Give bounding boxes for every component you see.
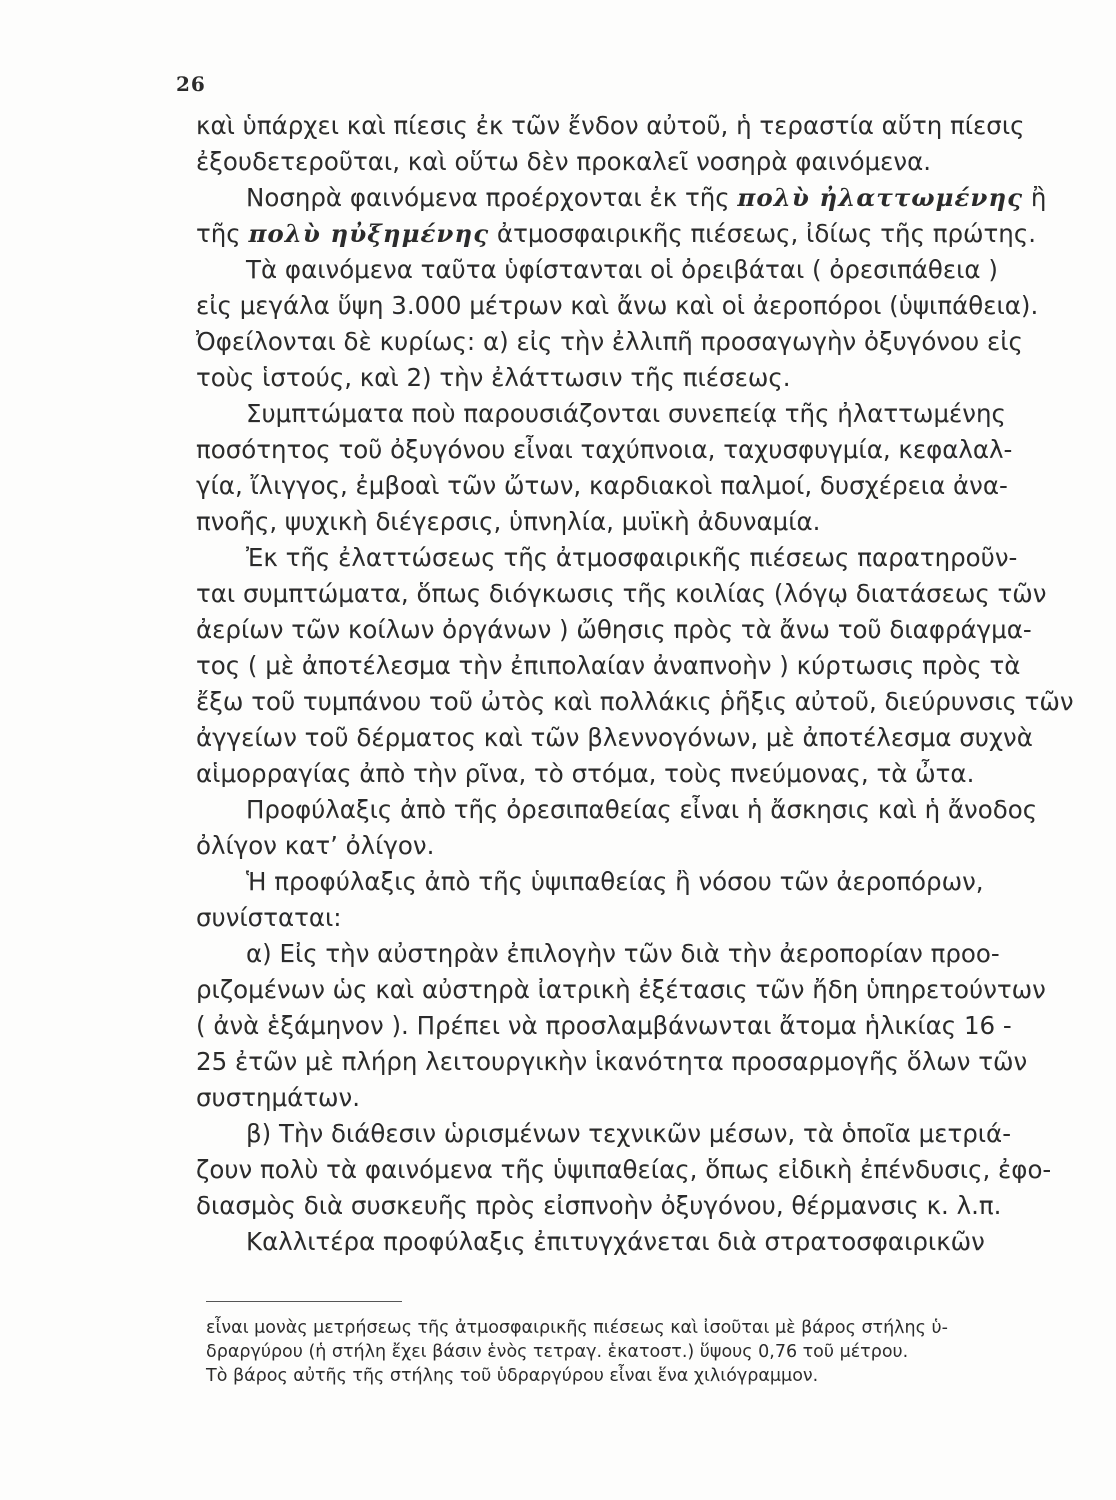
text-line: Τὰ φαινόμενα ταῦτα ὑφίστανται οἱ ὀρειβάται ( ὀρεσιπάθεια )	[246, 255, 998, 284]
footnote-divider	[206, 1301, 402, 1302]
text-line: ἔξω τοῦ τυμπάνου τοῦ ὠτὸς καὶ πολλάκις ῥῆξις αὐτοῦ, διεύρυνσις τῶν	[196, 687, 1074, 716]
text-line: ται συμπτώματα, ὅπως διόγκωσις τῆς κοιλίας (λόγῳ διατάσεως τῶν	[196, 579, 1047, 608]
footnote-line: δραργύρου (ἡ στήλη ἔχει βάσιν ἑνὸς τετραγ. ἑκατοστ.) ὕψους 0,76 τοῦ μέτρου.	[206, 1342, 909, 1362]
text-line: εἰς μεγάλα ὕψη 3.000 μέτρων καὶ ἄνω καὶ οἱ ἀεροπόροι (ὑψιπάθεια).	[196, 291, 1039, 320]
text-line: ὀλίγον κατ’ ὀλίγον.	[196, 831, 435, 860]
text-line: Προφύλαξις ἀπὸ τῆς ὀρεσιπαθείας εἶναι ἡ ἄσκησις καὶ ἡ ἄνοδος	[246, 795, 1038, 824]
text-segment: Νοσηρὰ φαινόμενα προέρχονται ἐκ τῆς	[246, 183, 738, 212]
text-line: συνίσταται:	[196, 903, 342, 932]
text-line: Καλλιτέρα προφύλαξις ἐπιτυγχάνεται διὰ στρατοσφαιρικῶν	[246, 1227, 985, 1256]
text-line: Ἡ προφύλαξις ἀπὸ τῆς ὑψιπαθείας ἢ νόσου τῶν ἀεροπόρων,	[246, 867, 984, 896]
emphasized-phrase: πολὺ ηὐξημένης	[248, 219, 490, 248]
text-line: Ὀφείλονται δὲ κυρίως: α) εἰς τὴν ἐλλιπῆ προσαγωγὴν ὀξυγόνου εἰς	[196, 327, 1023, 356]
text-line: καὶ ὑπάρχει καὶ πίεσις ἐκ τῶν ἔνδον αὐτοῦ, ἡ τεραστία αὕτη πίεσις	[196, 111, 1025, 140]
text-line: ἀερίων τῶν κοίλων ὀργάνων ) ὤθησις πρὸς τὰ ἄνω τοῦ διαφράγμα-	[196, 615, 1032, 644]
emphasized-phrase: πολὺ ἠλαττωμένης	[737, 183, 1024, 212]
text-line: ποσότητος τοῦ ὀξυγόνου εἶναι ταχύπνοια, ταχυσφυγμία, κεφαλαλ-	[196, 435, 1013, 464]
text-line: συστημάτων.	[196, 1083, 360, 1112]
page-number: 26	[176, 72, 206, 96]
text-line: πνοῆς, ψυχικὴ διέγερσις, ὑπνηλία, μυϊκὴ ἀδυναμία.	[196, 507, 821, 536]
text-segment: ἢ	[1023, 183, 1047, 212]
text-segment: ἀτμοσφαιρικῆς πιέσεως, ἰδίως τῆς πρώτης.	[489, 219, 1037, 248]
text-line: 25 ἐτῶν μὲ πλήρη λειτουργικὴν ἱκανότητα προσαρμογῆς ὅλων τῶν	[196, 1047, 1028, 1076]
text-line: Συμπτώματα ποὺ παρουσιάζονται συνεπείᾳ τῆς ἠλαττωμένης	[246, 399, 1006, 428]
text-line	[196, 180, 1046, 216]
text-line: τος ( μὲ ἀποτέλεσμα τὴν ἐπιπολαίαν ἀναπνοὴν ) κύρτωσις πρὸς τὰ	[196, 651, 1021, 680]
text-line: α) Εἰς τὴν αὐστηρὰν ἐπιλογὴν τῶν διὰ τὴν ἀεροπορίαν προο-	[246, 939, 1000, 968]
footnote	[206, 1316, 1056, 1388]
text-line: ἀγγείων τοῦ δέρματος καὶ τῶν βλεννογόνων, μὲ ἀποτέλεσμα συχνὰ	[196, 723, 1033, 752]
text-line: β) Τὴν διάθεσιν ὡρισμένων τεχνικῶν μέσων, τὰ ὁποῖα μετριά-	[246, 1119, 1012, 1148]
text-line: Ἐκ τῆς ἐλαττώσεως τῆς ἀτμοσφαιρικῆς πιέσεως παρατηροῦν-	[246, 543, 1018, 572]
footnote-line: εἶναι μονὰς μετρήσεως τῆς ἀτμοσφαιρικῆς πιέσεως καὶ ἰσοῦται μὲ βάρος στήλης ὑ-	[206, 1318, 948, 1338]
text-line: ( ἀνὰ ἑξάμηνον ). Πρέπει νὰ προσλαμβάνωνται ἄτομα ἡλικίας 16 -	[196, 1011, 1012, 1040]
text-line: τοὺς ἱστούς, καὶ 2) τὴν ἐλάττωσιν τῆς πιέσεως.	[196, 363, 791, 392]
body-text	[196, 108, 1074, 1260]
text-line: αἱμορραγίας ἀπὸ τὴν ρῖνα, τὸ στόμα, τοὺς πνεύμονας, τὰ ὦτα.	[196, 759, 975, 788]
text-line: γία, ἴλιγγος, ἐμβοαὶ τῶν ὤτων, καρδιακοὶ παλμοί, δυσχέρεια ἀνα-	[196, 471, 1008, 500]
text-line: ἐξουδετεροῦται, καὶ οὕτω δὲν προκαλεῖ νοσηρὰ φαινόμενα.	[196, 147, 932, 176]
text-segment: τῆς	[196, 219, 249, 248]
text-line: διασμὸς διὰ συσκευῆς πρὸς εἰσπνοὴν ὀξυγόνου, θέρμανσις κ. λ.π.	[196, 1191, 1002, 1220]
text-line: ζουν πολὺ τὰ φαινόμενα τῆς ὑψιπαθείας, ὅπως εἰδικὴ ἐπένδυσις, ἐφο-	[196, 1155, 1052, 1184]
text-line: ριζομένων ὡς καὶ αὐστηρὰ ἰατρικὴ ἐξέτασις τῶν ἤδη ὑπηρετούντων	[196, 975, 1046, 1004]
text-line	[196, 216, 1046, 252]
footnote-line: Τὸ βάρος αὐτῆς τῆς στήλης τοῦ ὑδραργύρου εἶναι ἕνα χιλιόγραμμον.	[206, 1366, 819, 1386]
